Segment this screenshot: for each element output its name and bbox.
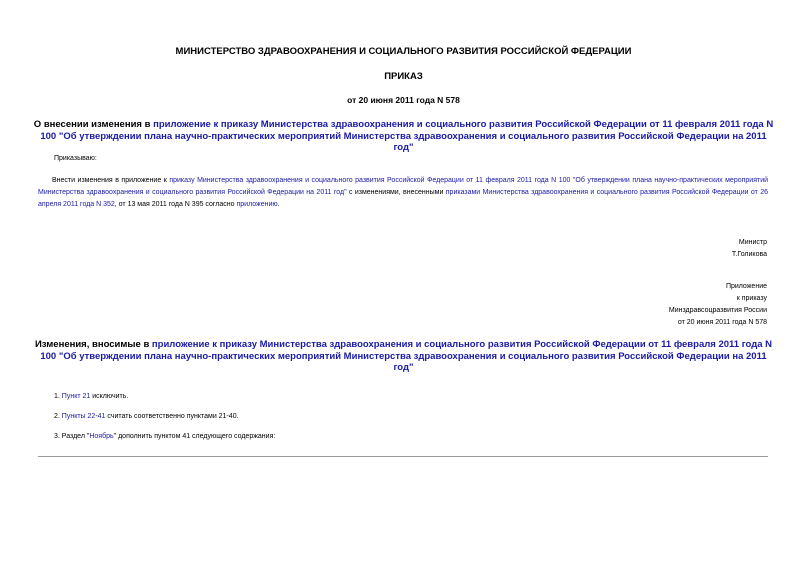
changes-title-link[interactable]: приложение к приказу Министерства здравоохранения и социального развития Российской Федерации от 11 февраля 2011 года N 100 "Об утверждении плана научно-практических мероприятий Министерства здравоохранения и социального развития Российской Федерации на 2011 год" [40,339,773,373]
signature-block [732,237,767,261]
item-number: 2. [54,413,62,420]
item-text: исключить. [90,393,129,400]
ministry-name: МИНИСТЕРСТВО ЗДРАВООХРАНЕНИЯ И СОЦИАЛЬНОГО РАЗВИТИЯ РОССИЙСКОЙ ФЕДЕРАЦИИ [175,46,632,57]
changes-title [30,339,777,374]
list-item [54,413,239,420]
document-date: от 20 июня 2011 года N 578 [347,95,460,105]
item-text: считать соответственно пунктами 21-40. [105,413,239,420]
appendix-block [669,281,767,329]
orders-label: Приказываю: [54,155,97,162]
points-22-link[interactable]: Пункты 22 [61,413,96,420]
appendix-line: к приказу [736,295,767,302]
november-section-link[interactable]: Ноябрь [89,433,114,440]
list-item [54,393,128,400]
document-type: ПРИКАЗ [384,71,423,82]
item-dash: - [95,413,98,420]
item-number: 1. [54,393,62,400]
body-text: Внести изменения в приложение к [52,177,170,184]
body-text: с изменениями, внесенными [346,189,446,196]
item-text: 3. Раздел " [54,433,90,440]
appendix-line: Минздравсоцразвития России [668,307,767,314]
signer-position: Министр [738,239,767,246]
point-21-link[interactable]: Пункт 21 [61,393,91,400]
body-text: , от 13 мая 2011 года N 395 согласно [114,201,237,208]
list-item [54,433,275,440]
divider [38,456,768,457]
title-link[interactable]: приложение к приказу Министерства здравоохранения и социального развития Российской Федерации от 11 февраля 2011 года N 100 "Об утверждении плана научно-практических мероприятий Министерства здравоохранения и социального развития Российской Федерации на 2011 год" [40,119,774,153]
changes-title-prefix: Изменения, вносимые в [34,339,152,350]
appendix-line: от 20 июня 2011 года N 578 [677,319,767,326]
body-text: . [277,201,280,208]
body-paragraph [38,175,768,211]
appendix-link[interactable]: приложению [236,201,278,208]
document-title [30,119,777,154]
appendix-line: Приложение [725,283,767,290]
title-prefix: О внесении изменения в [33,119,154,130]
signer-name: Т.Голикова [731,251,767,258]
order-link[interactable]: приказу Министерства здравоохранения и социального развития Российской Федерации от 11 февраля 2011 года N 100 "Об утверждении плана научно-практических мероприятий Министерства здравоохранения и социального развития Российской Федерации на 2011 год" [38,177,769,196]
point-41-link[interactable]: 41 [97,413,106,420]
amendment-orders-link[interactable]: приказами Министерства здравоохранения и социального развития Российской Федерации от 26 апреля 2011 года N 352 [38,189,769,208]
item-text: " дополнить пунктом 41 следующего содержания: [113,433,276,440]
